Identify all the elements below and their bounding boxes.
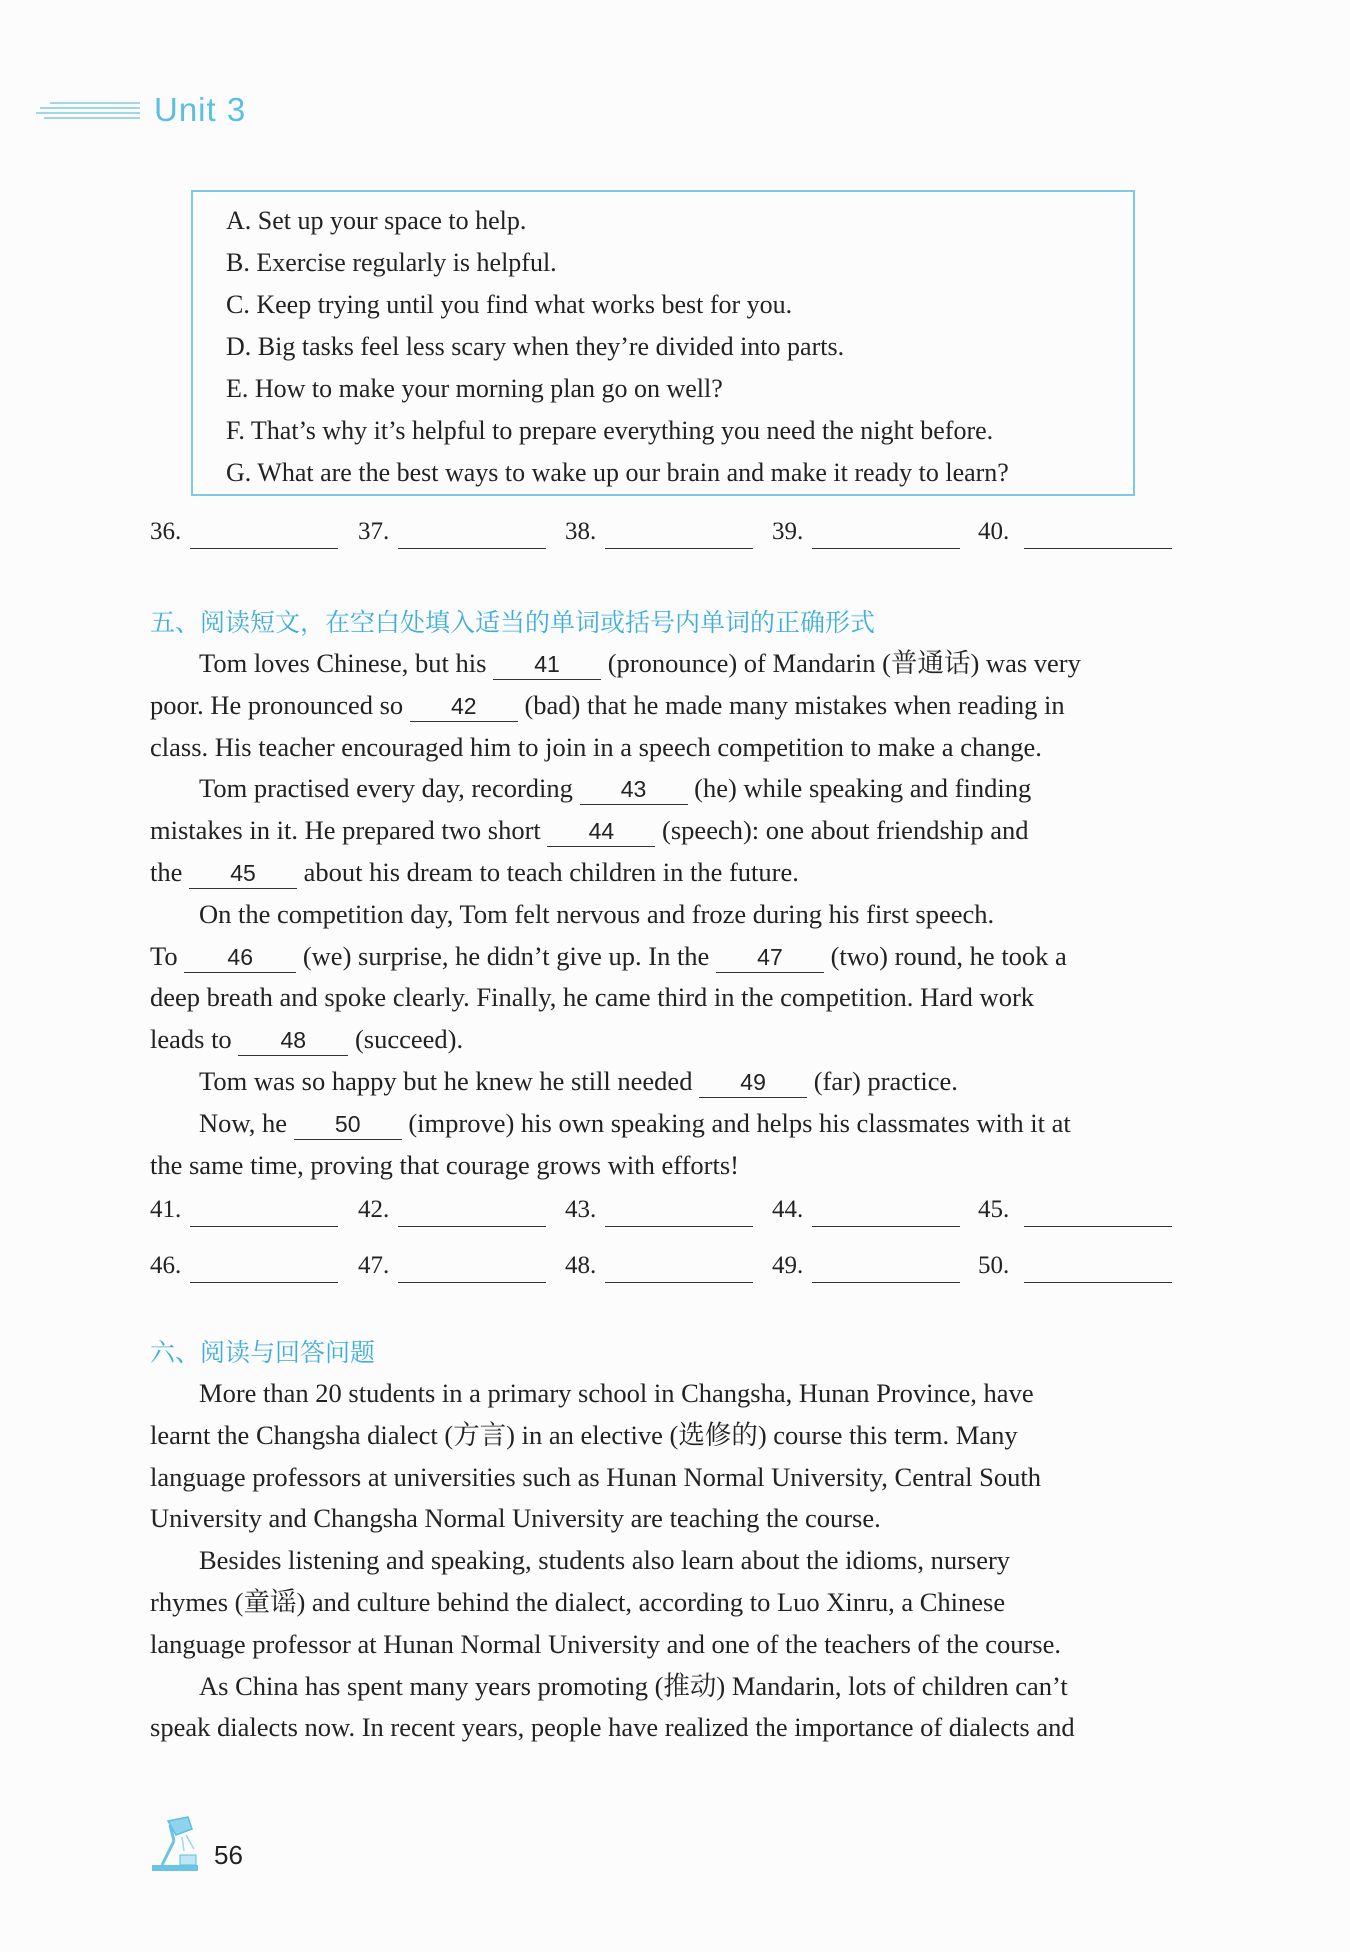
unit-header bbox=[36, 88, 246, 132]
answer-blank[interactable] bbox=[1024, 1282, 1172, 1283]
answer-blank[interactable] bbox=[812, 548, 960, 549]
answer-label: 39. bbox=[772, 518, 804, 545]
page-number: 56 bbox=[214, 1840, 243, 1870]
option-b: B. Exercise regularly is helpful. bbox=[226, 248, 557, 277]
unit-title: Unit 3 bbox=[154, 91, 247, 128]
passage-line: leads to 48 (succeed). bbox=[150, 1024, 464, 1055]
passage-line: the 45 about his dream to teach children in the future. bbox=[150, 856, 799, 887]
passage-line: mistakes in it. He prepared two short 44 (speech): one about friendship and bbox=[150, 815, 1029, 846]
gap-48[interactable]: 48 bbox=[238, 1025, 348, 1056]
answer-label: 38. bbox=[565, 518, 597, 545]
answer-label: 50. bbox=[978, 1252, 1010, 1279]
header-lines-decoration bbox=[36, 98, 140, 122]
answer-blank[interactable] bbox=[190, 548, 338, 549]
passage-line: University and Changsha Normal University are teaching the course. bbox=[150, 1503, 881, 1534]
gap-43[interactable]: 43 bbox=[580, 774, 688, 805]
answer-blank[interactable] bbox=[190, 1226, 338, 1227]
passage-line: class. His teacher encouraged him to join in a speech competition to make a change. bbox=[150, 731, 1042, 762]
section6-heading: 六、阅读与回答问题 bbox=[150, 1338, 376, 1367]
options-box bbox=[191, 190, 1135, 496]
passage-line: More than 20 students in a primary school in Changsha, Hunan Province, have bbox=[199, 1378, 1034, 1408]
passage-line: the same time, proving that courage grows with efforts! bbox=[150, 1149, 739, 1180]
gap-42[interactable]: 42 bbox=[410, 691, 518, 722]
answer-row-46-50 bbox=[150, 1252, 1170, 1292]
answer-blank[interactable] bbox=[605, 1226, 753, 1227]
passage-line: Now, he 50 (improve) his own speaking and helps his classmates with it at bbox=[199, 1107, 1071, 1138]
answer-label: 37. bbox=[358, 518, 390, 545]
passage-line: poor. He pronounced so 42 (bad) that he made many mistakes when reading in bbox=[150, 689, 1065, 720]
passage-line: Besides listening and speaking, students also learn about the idioms, nursery bbox=[199, 1545, 1011, 1576]
answer-blank[interactable] bbox=[812, 1226, 960, 1227]
section5-passage bbox=[150, 643, 1170, 1186]
option-e: E. How to make your morning plan go on well? bbox=[226, 374, 723, 403]
answer-label: 46. bbox=[150, 1252, 182, 1279]
gap-45[interactable]: 45 bbox=[189, 858, 297, 889]
answer-row-36-40 bbox=[150, 518, 1170, 558]
passage-line: language professor at Hunan Normal University and one of the teachers of the course. bbox=[150, 1628, 1061, 1659]
passage-line: language professors at universities such as Hunan Normal University, Central South bbox=[150, 1461, 1041, 1492]
passage-line: Tom loves Chinese, but his 41 (pronounce) of Mandarin (普通话) was very bbox=[199, 648, 1081, 678]
answer-blank[interactable] bbox=[812, 1282, 960, 1283]
page-footer bbox=[148, 1815, 243, 1875]
passage-line: As China has spent many years promoting (推动) Mandarin, lots of children can’t bbox=[199, 1670, 1068, 1701]
option-g: G. What are the best ways to wake up our brain and make it ready to learn? bbox=[226, 458, 1009, 487]
answer-label: 45. bbox=[978, 1196, 1010, 1223]
option-a: A. Set up your space to help. bbox=[226, 206, 527, 235]
passage-line: Tom practised every day, recording 43 (he) while speaking and finding bbox=[199, 773, 1032, 804]
answer-blank[interactable] bbox=[398, 1226, 546, 1227]
answer-blank[interactable] bbox=[605, 1282, 753, 1283]
answer-blank[interactable] bbox=[1024, 1226, 1172, 1227]
gap-47[interactable]: 47 bbox=[716, 942, 824, 973]
answer-label: 49. bbox=[772, 1252, 804, 1279]
answer-blank[interactable] bbox=[398, 548, 546, 549]
passage-line: speak dialects now. In recent years, people have realized the importance of dialects and bbox=[150, 1712, 1075, 1743]
answer-blank[interactable] bbox=[190, 1282, 338, 1283]
gap-46[interactable]: 46 bbox=[184, 942, 296, 973]
passage-line: To 46 (we) surprise, he didn’t give up. In the 47 (two) round, he took a bbox=[150, 940, 1067, 971]
answer-label: 43. bbox=[565, 1196, 597, 1223]
option-f: F. That’s why it’s helpful to prepare everything you need the night before. bbox=[226, 416, 994, 445]
answer-label: 44. bbox=[772, 1196, 804, 1223]
passage-line: rhymes (童谣) and culture behind the dialect, according to Luo Xinru, a Chinese bbox=[150, 1586, 1006, 1617]
section5-heading: 五、阅读短文，在空白处填入适当的单词或括号内单词的正确形式 bbox=[150, 608, 876, 637]
option-c: C. Keep trying until you find what works best for you. bbox=[226, 290, 793, 319]
section6-passage bbox=[150, 1373, 1170, 1749]
gap-50[interactable]: 50 bbox=[294, 1109, 402, 1140]
answer-label: 40. bbox=[978, 518, 1010, 545]
gap-49[interactable]: 49 bbox=[699, 1067, 807, 1098]
gap-44[interactable]: 44 bbox=[547, 816, 655, 847]
passage-line: deep breath and spoke clearly. Finally, he came third in the competition. Hard work bbox=[150, 982, 1035, 1013]
answer-blank[interactable] bbox=[398, 1282, 546, 1283]
answer-label: 36. bbox=[150, 518, 182, 545]
answer-label: 42. bbox=[358, 1196, 390, 1223]
passage-line: On the competition day, Tom felt nervous and froze during his first speech. bbox=[199, 898, 995, 929]
passage-line: Tom was so happy but he knew he still needed 49 (far) practice. bbox=[199, 1065, 958, 1096]
answer-blank[interactable] bbox=[1024, 548, 1172, 549]
answer-label: 41. bbox=[150, 1196, 182, 1223]
answer-label: 47. bbox=[358, 1252, 390, 1279]
desk-lamp-icon bbox=[148, 1815, 204, 1875]
option-d: D. Big tasks feel less scary when they’re divided into parts. bbox=[226, 332, 845, 361]
answer-label: 48. bbox=[565, 1252, 597, 1279]
gap-41[interactable]: 41 bbox=[493, 649, 601, 680]
answer-row-41-45 bbox=[150, 1196, 1170, 1236]
answer-blank[interactable] bbox=[605, 548, 753, 549]
passage-line: learnt the Changsha dialect (方言) in an elective (选修的) course this term. Many bbox=[150, 1419, 1018, 1450]
